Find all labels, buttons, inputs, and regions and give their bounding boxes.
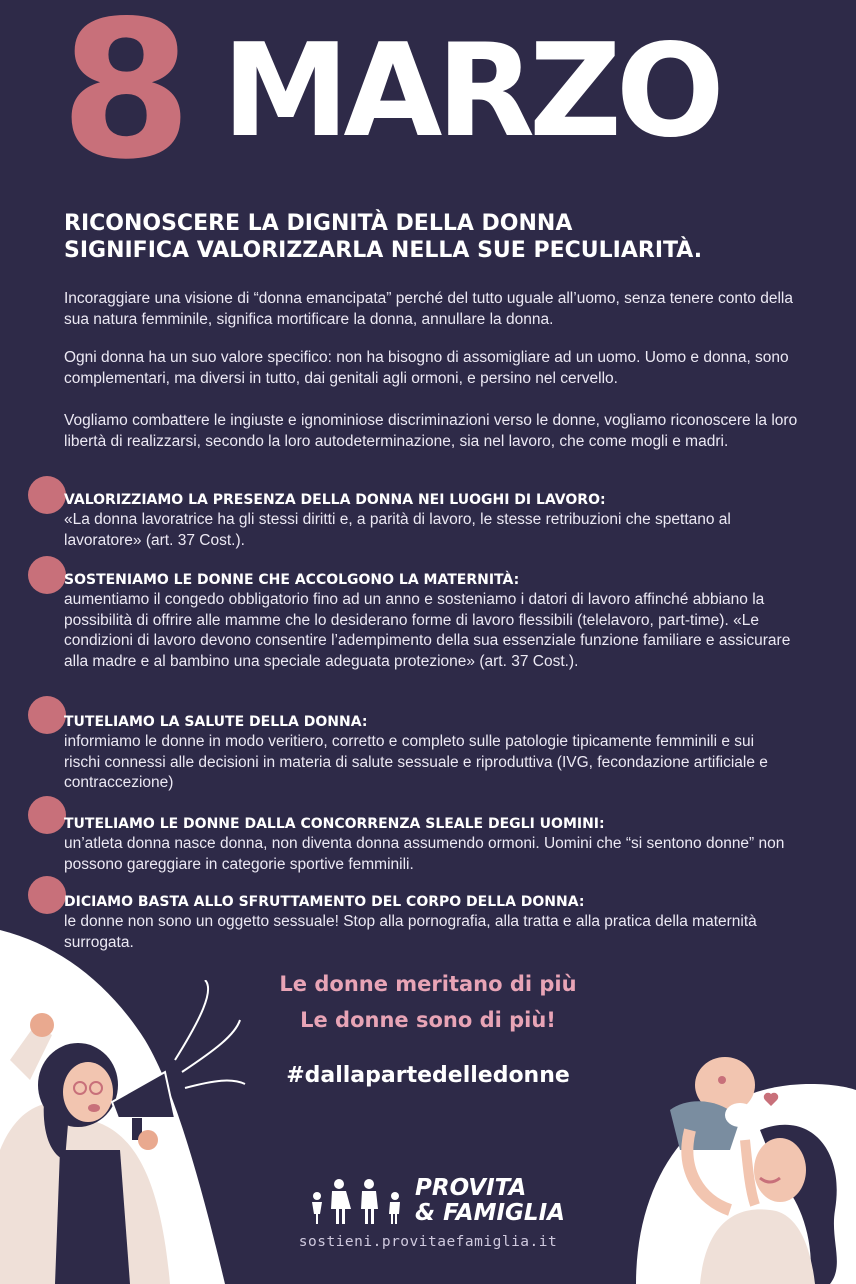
point-body: informiamo le donne in modo veritiero, corretto e completo sulle patologie tipicamente femminili e sui rischi connessi alle decisioni in materia di salute sessuale e riproduttiva (IVG, fecondazione artificiale e contraccezione)	[64, 733, 768, 791]
month-title: MARZO	[222, 17, 719, 166]
headline-line-2: SIGNIFICA VALORIZZARLA NELLA SUE PECULIARITÀ.	[64, 238, 703, 263]
day-number: 8	[60, 0, 187, 201]
headline	[64, 210, 824, 264]
hashtag: #dallapartedelledonne	[286, 1063, 570, 1088]
provita-logo	[305, 1168, 565, 1238]
point-body: aumentiamo il congedo obbligatorio fino ad un anno e sosteniamo i datori di lavoro affinché abbiano la possibilità di offrire alle mamme che lo desiderano forme di lavoro flessibili (telelavoro, part-time). «Le condizioni di lavoro devono consentire l’adempimento della sua essenziale funzione familiare e assicurare alla madre e al bambino una speciale adeguata protezione» (art. 37 Cost.).	[64, 591, 791, 670]
point-exploitation	[64, 892, 794, 953]
point-title: VALORIZZIAMO LA PRESENZA DELLA DONNA NEI LUOGHI DI LAVORO:	[64, 492, 606, 508]
point-body: «La donna lavoratrice ha gli stessi diritti e, a parità di lavoro, le stesse retribuzioni che spettano al lavoratore» (art. 37 Cost.).	[64, 511, 731, 549]
intro-paragraph-3: Vogliamo combattere le ingiuste e ignominiose discriminazioni verso le donne, vogliamo riconoscere la loro libertà di realizzarsi, secondo la loro autodeterminazione, sia nel lavoro, che come mogli e madri.	[64, 412, 798, 450]
point-body: un’atleta donna nasce donna, non diventa donna assumendo ormoni. Uomini che “si sentono donne” non possono gareggiare in categorie sportive femminili.	[64, 835, 785, 873]
bullet-dot	[28, 796, 66, 834]
headline-line-1: RICONOSCERE LA DIGNITÀ DELLA DONNA	[64, 211, 573, 236]
point-work	[64, 490, 794, 551]
point-health	[64, 712, 794, 794]
logo-text-line-2: & FAMIGLIA	[415, 1200, 565, 1226]
point-title: TUTELIAMO LA SALUTE DELLA DONNA:	[64, 714, 368, 730]
intro-paragraph-1: Incoraggiare una visione di “donna emancipata” perché del tutto uguale all’uomo, senza tenere conto della sua natura femminile, significa mortificare la donna, annullare la donna.	[64, 290, 793, 328]
point-title: SOSTENIAMO LE DONNE CHE ACCOLGONO LA MATERNITÀ:	[64, 572, 520, 588]
slogan-2: Le donne sono di più!	[300, 1008, 556, 1032]
point-sport	[64, 814, 794, 875]
bullet-dot	[28, 476, 66, 514]
family-figures-icon	[305, 1176, 409, 1226]
slogan-1: Le donne meritano di più	[279, 972, 577, 996]
website-link[interactable]: sostieni.provitaefamiglia.it	[298, 1234, 558, 1250]
intro-paragraph-2: Ogni donna ha un suo valore specifico: non ha bisogno di assomigliare ad un uomo. Uomo e donna, sono complementari, ma diversi in tutto, dai genitali agli ormoni, e persino nel cervello.	[64, 349, 789, 387]
point-body: le donne non sono un oggetto sessuale! Stop alla pornografia, alla tratta e alla pratica della maternità surrogata.	[64, 913, 757, 951]
point-title: DICIAMO BASTA ALLO SFRUTTAMENTO DEL CORPO DELLA DONNA:	[64, 894, 585, 910]
bullet-dot	[28, 556, 66, 594]
logo-text-line-1: PROVITA	[415, 1175, 527, 1201]
bullet-dot	[28, 696, 66, 734]
bullet-dot	[28, 876, 66, 914]
point-title: TUTELIAMO LE DONNE DALLA CONCORRENZA SLEALE DEGLI UOMINI:	[64, 816, 605, 832]
point-maternity	[64, 570, 794, 672]
